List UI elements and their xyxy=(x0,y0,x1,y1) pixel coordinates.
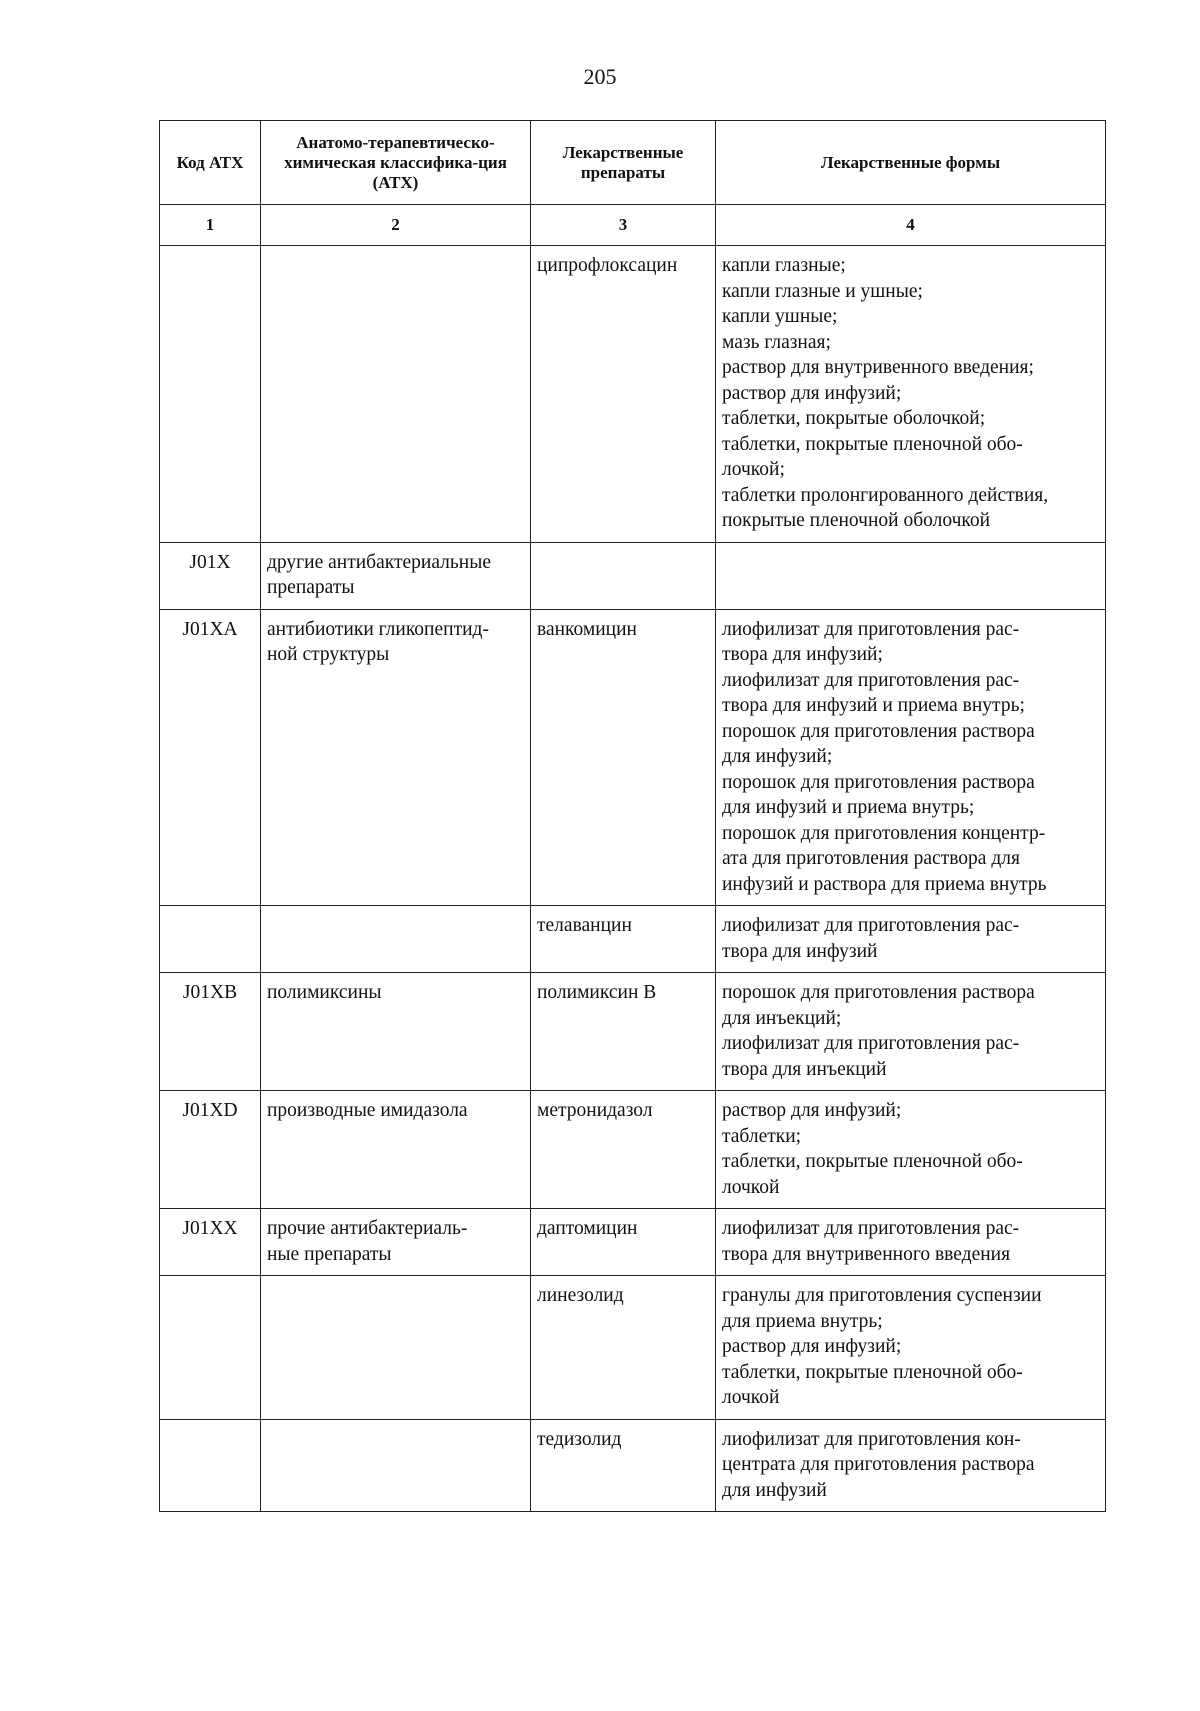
atx-code-cell xyxy=(160,1419,261,1512)
table-row xyxy=(160,1091,1106,1209)
dosage-form-line: таблетки, покрытые пленочной обо- xyxy=(722,433,1023,455)
drug-name-cell: полимиксин В xyxy=(531,973,716,1091)
dosage-form-line: лочкой xyxy=(722,1176,780,1198)
column-header-forms: Лекарственные формы xyxy=(716,121,1106,205)
classification-cell xyxy=(261,1209,531,1276)
classification-line: ной структуры xyxy=(267,644,390,665)
table-row xyxy=(160,1419,1106,1512)
dosage-form-line: для приема внутрь; xyxy=(722,1310,883,1332)
dosage-forms-cell xyxy=(716,1209,1106,1276)
dosage-form-line: для инфузий xyxy=(722,1479,827,1501)
table-row xyxy=(160,246,1106,543)
drug-name-cell xyxy=(531,542,716,609)
dosage-form-line: таблетки, покрытые пленочной обо- xyxy=(722,1151,1023,1172)
dosage-forms-cell xyxy=(716,246,1106,543)
table-row xyxy=(160,542,1106,609)
classification-line: производные имидазола xyxy=(267,1100,468,1121)
dosage-form-line: гранулы для приготовления суспензии xyxy=(722,1285,1042,1306)
dosage-forms-cell xyxy=(716,973,1106,1091)
dosage-form-line: твора для инфузий xyxy=(722,940,878,962)
dosage-form-line: лиофилизат для приготовления рас- xyxy=(722,1033,1020,1054)
atx-code-cell: J01XX xyxy=(160,1209,261,1276)
column-number: 3 xyxy=(531,205,716,246)
column-number: 4 xyxy=(716,205,1106,246)
classification-cell xyxy=(261,1419,531,1512)
drug-name-cell: телаванцин xyxy=(531,906,716,973)
classification-line: другие антибактериальные xyxy=(267,551,491,573)
column-header-drugs: Лекарственные препараты xyxy=(531,121,716,205)
dosage-form-line: порошок для приготовления раствора xyxy=(722,982,1035,1003)
atx-code-cell xyxy=(160,246,261,543)
dosage-form-line: твора для внутривенного введения xyxy=(722,1243,1011,1265)
dosage-form-line: порошок для приготовления раствора xyxy=(722,720,1035,742)
dosage-form-line: лиофилизат для приготовления рас- xyxy=(722,915,1020,936)
dosage-form-line: лочкой xyxy=(722,1387,780,1408)
table-row xyxy=(160,1209,1106,1276)
table-body xyxy=(160,246,1106,1512)
dosage-form-line: раствор для инфузий; xyxy=(722,382,902,404)
dosage-form-line: таблетки, покрытые пленочной обо- xyxy=(722,1361,1023,1383)
dosage-form-line: инфузий и раствора для приема внутрь xyxy=(722,873,1047,895)
dosage-form-line: лиофилизат для приготовления рас- xyxy=(722,669,1020,691)
drug-name-cell: метронидазол xyxy=(531,1091,716,1209)
classification-cell xyxy=(261,906,531,973)
classification-cell xyxy=(261,1276,531,1420)
classification-cell xyxy=(261,973,531,1091)
dosage-form-line: капли глазные и ушные; xyxy=(722,280,923,302)
dosage-forms-cell xyxy=(716,609,1106,906)
page-number: 205 xyxy=(583,64,617,89)
column-number: 1 xyxy=(160,205,261,246)
dosage-form-line: таблетки, покрытые оболочкой; xyxy=(722,408,986,429)
dosage-form-line: раствор для инфузий; xyxy=(722,1336,902,1357)
dosage-form-line: покрытые пленочной оболочкой xyxy=(722,510,991,531)
drug-name-cell: тедизолид xyxy=(531,1419,716,1512)
drug-name-cell: даптомицин xyxy=(531,1209,716,1276)
atx-code-cell: J01XB xyxy=(160,973,261,1091)
classification-line: препараты xyxy=(267,577,355,598)
dosage-form-line: твора для инфузий и приема внутрь; xyxy=(722,695,1025,716)
dosage-form-line: порошок для приготовления концентр- xyxy=(722,822,1046,844)
classification-cell xyxy=(261,542,531,609)
dosage-forms-cell xyxy=(716,1091,1106,1209)
classification-line: полимиксины xyxy=(267,982,382,1003)
dosage-form-line: ата для приготовления раствора для xyxy=(722,848,1020,869)
atx-table xyxy=(159,120,1106,1512)
drug-name-cell: ванкомицин xyxy=(531,609,716,906)
classification-line: ные препараты xyxy=(267,1243,392,1265)
dosage-form-line: лиофилизат для приготовления рас- xyxy=(722,618,1020,640)
column-number: 2 xyxy=(261,205,531,246)
classification-line: прочие антибактериаль- xyxy=(267,1218,468,1239)
dosage-form-line: лиофилизат для приготовления рас- xyxy=(722,1218,1020,1239)
column-header-classification: Анатомо-терапевтическо-химическая классифика-ция (АТХ) xyxy=(261,121,531,205)
table-row xyxy=(160,906,1106,973)
table-row xyxy=(160,973,1106,1091)
table-row xyxy=(160,609,1106,906)
dosage-form-line: таблетки пролонгированного действия, xyxy=(722,484,1049,506)
header-row xyxy=(160,121,1106,205)
dosage-form-line: для инфузий и приема внутрь; xyxy=(722,797,975,818)
atx-code-cell: J01X xyxy=(160,542,261,609)
atx-code-cell: J01XA xyxy=(160,609,261,906)
dosage-form-line: лочкой; xyxy=(722,459,785,480)
dosage-form-line: лиофилизат для приготовления кон- xyxy=(722,1428,1021,1450)
dosage-form-line: центрата для приготовления раствора xyxy=(722,1454,1035,1475)
dosage-form-line: для инъекций; xyxy=(722,1007,842,1029)
dosage-form-line: раствор для инфузий; xyxy=(722,1100,902,1121)
dosage-form-line: мазь глазная; xyxy=(722,331,831,353)
dosage-form-line: раствор для внутривенного введения; xyxy=(722,357,1034,378)
dosage-form-line: для инфузий; xyxy=(722,746,833,767)
dosage-form-line: капли ушные; xyxy=(722,306,838,327)
dosage-forms-cell xyxy=(716,542,1106,609)
atx-code-cell: J01XD xyxy=(160,1091,261,1209)
dosage-form-line: порошок для приготовления раствора xyxy=(722,771,1035,793)
dosage-form-line: таблетки; xyxy=(722,1125,802,1147)
atx-code-cell xyxy=(160,1276,261,1420)
classification-cell xyxy=(261,246,531,543)
dosage-forms-cell xyxy=(716,1276,1106,1420)
column-number-row xyxy=(160,205,1106,246)
dosage-forms-cell xyxy=(716,906,1106,973)
atx-code-cell xyxy=(160,906,261,973)
column-header-code: Код АТХ xyxy=(160,121,261,205)
drug-name-cell: ципрофлоксацин xyxy=(531,246,716,543)
classification-cell xyxy=(261,609,531,906)
drug-name-cell: линезолид xyxy=(531,1276,716,1420)
classification-line: антибиотики гликопептид- xyxy=(267,618,489,640)
dosage-form-line: твора для инфузий; xyxy=(722,644,883,665)
dosage-forms-cell xyxy=(716,1419,1106,1512)
dosage-form-line: капли глазные; xyxy=(722,255,846,276)
table-row xyxy=(160,1276,1106,1420)
dosage-form-line: твора для инъекций xyxy=(722,1058,887,1080)
classification-cell xyxy=(261,1091,531,1209)
